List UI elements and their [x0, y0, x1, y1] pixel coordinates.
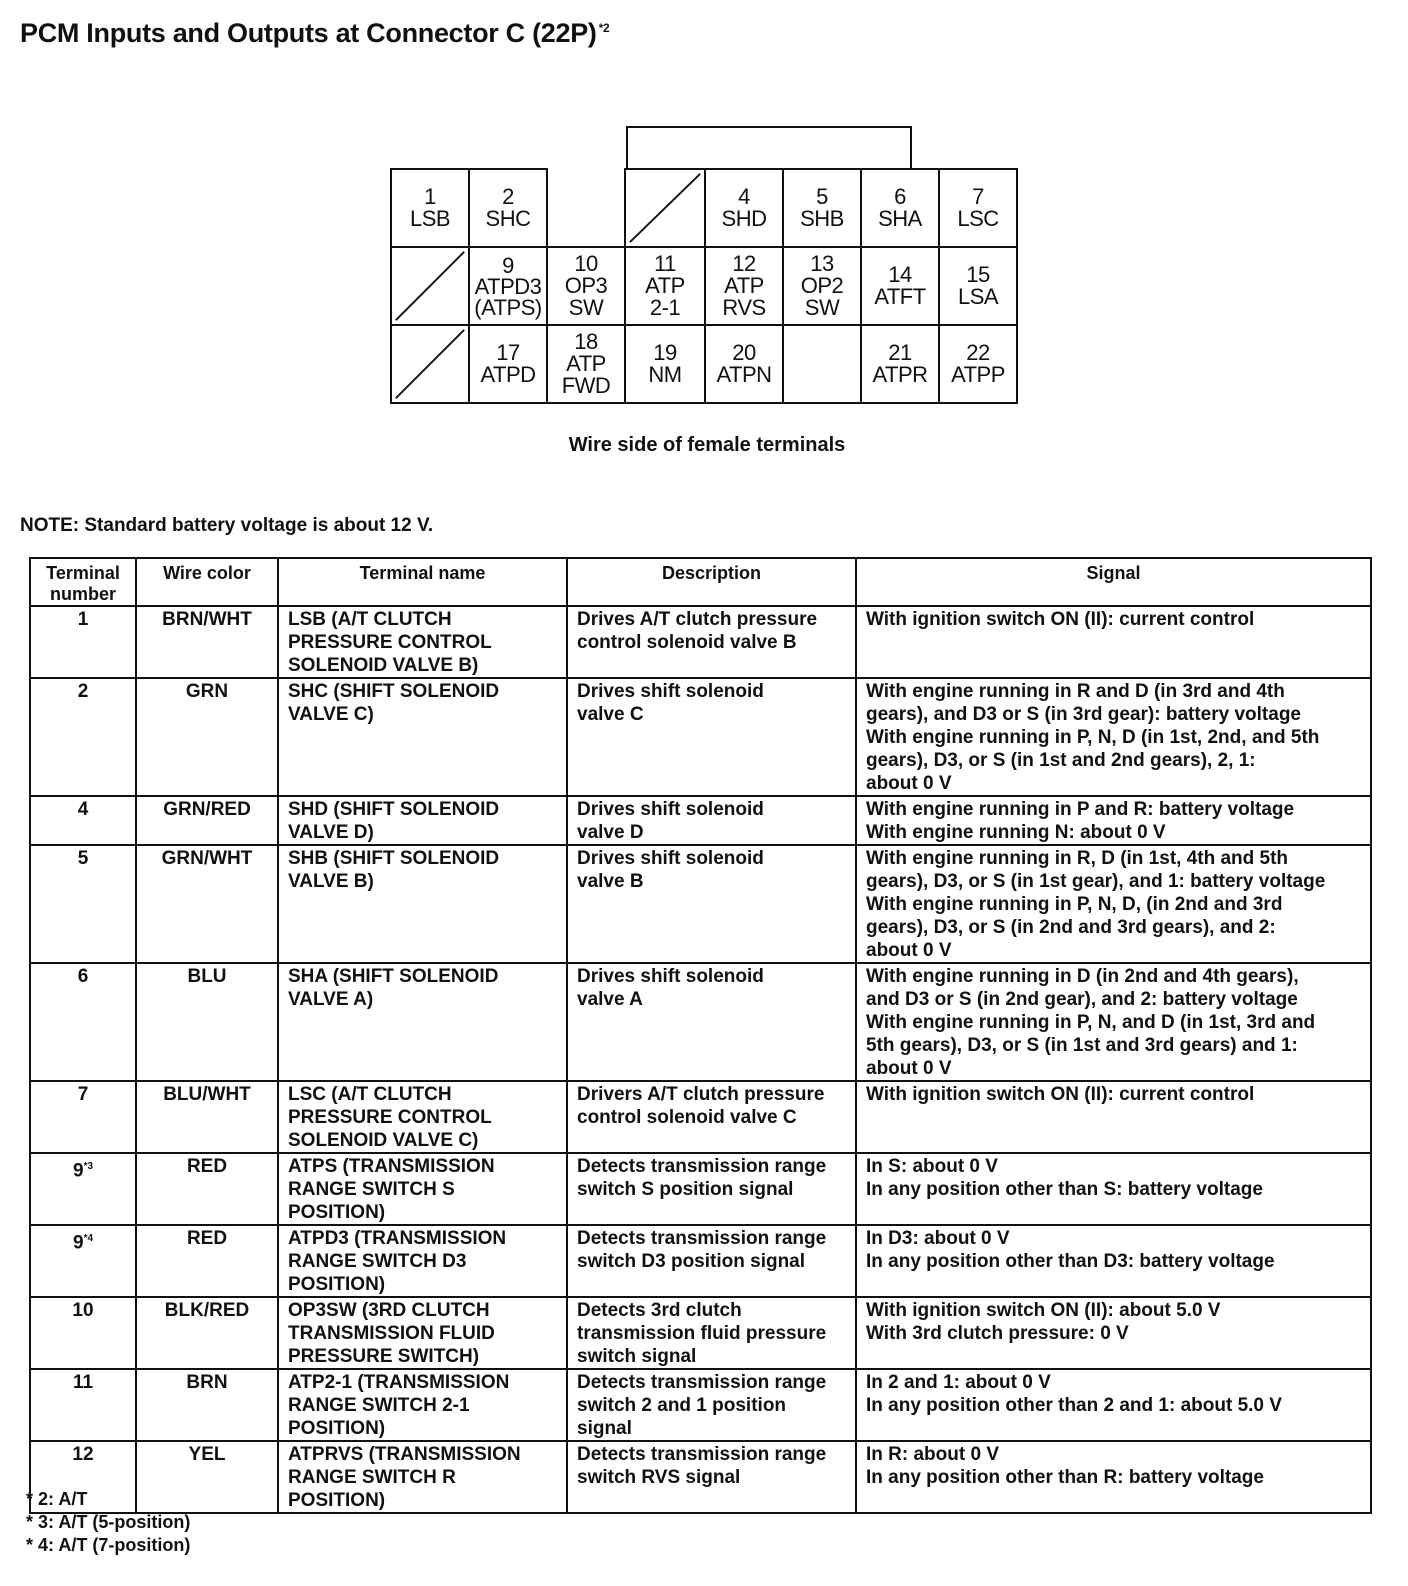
table-row	[30, 1081, 1371, 1153]
cell-signal: In S: about 0 V In any position other than S: battery voltage	[856, 1153, 1371, 1225]
terminal-cell-4: 4 SHD	[704, 168, 784, 248]
cell-description: Detects transmission range switch 2 and 1 position signal	[567, 1369, 856, 1441]
cell-wire-color: GRN/RED	[136, 796, 278, 845]
terminal-number: 4	[77, 799, 89, 820]
col-header-terminal: Terminal number	[30, 558, 136, 606]
col-header-description: Description	[567, 558, 856, 606]
terminal-cell-5: 5 SHB	[782, 168, 862, 248]
terminal-cell-13: 13 OP2 SW	[782, 246, 862, 326]
cell-terminal-number	[30, 1081, 136, 1153]
cell-terminal-name: ATPS (TRANSMISSION RANGE SWITCH S POSITION)	[278, 1153, 567, 1225]
terminal-number: 9	[72, 1232, 84, 1254]
terminal-cell-19: 19 NM	[624, 324, 706, 404]
empty-cavity-3	[624, 168, 706, 248]
cell-description: Detects transmission range switch S position signal	[567, 1153, 856, 1225]
terminal-number: 10	[72, 1300, 94, 1321]
col-header-terminal-name: Terminal name	[278, 558, 567, 606]
cell-description: Drives shift solenoid valve D	[567, 796, 856, 845]
terminal-cell-17: 17 ATPD	[468, 324, 548, 404]
cell-signal: In R: about 0 V In any position other than R: battery voltage	[856, 1441, 1371, 1513]
terminal-cell-14: 14 ATFT	[860, 246, 940, 326]
table-header-row	[30, 558, 1371, 606]
battery-note: NOTE: Standard battery voltage is about 12 V.	[20, 515, 434, 536]
cell-description: Detects transmission range switch RVS signal	[567, 1441, 856, 1513]
terminal-cell-9: 9 ATPD3 (ATPS)	[468, 246, 548, 326]
cell-signal: With engine running in D (in 2nd and 4th gears), and D3 or S (in 2nd gear), and 2: battery voltage With engine running in P, N, and D (in 1st, 3rd and 5th gears), D3, or S (in 1st and 3rd gears) and 1: about 0 V	[856, 963, 1371, 1081]
terminal-cell-7: 7 LSC	[938, 168, 1018, 248]
table-row	[30, 1153, 1371, 1225]
terminal-cell-22: 22 ATPP	[938, 324, 1018, 404]
cell-terminal-name: LSC (A/T CLUTCH PRESSURE CONTROL SOLENOID VALVE C)	[278, 1081, 567, 1153]
table-row	[30, 1441, 1371, 1513]
terminal-number: 11	[72, 1372, 94, 1393]
terminal-cell-11: 11 ATP 2-1	[624, 246, 706, 326]
terminal-number: 6	[77, 966, 89, 987]
terminal-table	[29, 557, 1372, 1514]
terminal-cell-20: 20 ATPN	[704, 324, 784, 404]
table-row	[30, 796, 1371, 845]
cell-signal: In 2 and 1: about 0 V In any position other than 2 and 1: about 5.0 V	[856, 1369, 1371, 1441]
empty-cavity-8	[390, 246, 470, 326]
terminal-cell-12: 12 ATP RVS	[704, 246, 784, 326]
cell-wire-color: GRN	[136, 678, 278, 796]
terminal-number: 12	[72, 1444, 94, 1465]
cell-description: Drives shift solenoid valve B	[567, 845, 856, 963]
cell-terminal-number	[30, 1297, 136, 1369]
cell-signal: With ignition switch ON (II): current control	[856, 1081, 1371, 1153]
terminal-number: 1	[77, 609, 89, 630]
cell-wire-color: BLK/RED	[136, 1297, 278, 1369]
cell-wire-color: RED	[136, 1225, 278, 1297]
footnotes	[26, 1488, 190, 1557]
title-footnote-ref: *2	[598, 21, 610, 35]
terminal-number: 9	[72, 1160, 84, 1182]
cell-terminal-name: ATPRVS (TRANSMISSION RANGE SWITCH R POSITION)	[278, 1441, 567, 1513]
cell-signal: With engine running in R, D (in 1st, 4th and 5th gears), D3, or S (in 1st gear), and 1: battery voltage With engine running in P, N, D, (in 2nd and 3rd gears), D3, or S (in 2nd and 3rd gears), and 2: about 0 V	[856, 845, 1371, 963]
cell-wire-color: YEL	[136, 1441, 278, 1513]
cell-terminal-number	[30, 1369, 136, 1441]
terminal-cell-2: 2 SHC	[468, 168, 548, 248]
page-title: PCM Inputs and Outputs at Connector C (22P) $^{*2}$	[20, 18, 610, 48]
table-row	[30, 606, 1371, 678]
connector-diagram	[0, 0, 1408, 470]
cell-description: Drives shift solenoid valve A	[567, 963, 856, 1081]
terminal-footnote-ref: *3	[83, 1161, 94, 1172]
terminal-number: 7	[77, 1084, 89, 1105]
table-row	[30, 1225, 1371, 1297]
cell-signal: With ignition switch ON (II): about 5.0 V With 3rd clutch pressure: 0 V	[856, 1297, 1371, 1369]
cell-description: Drivers A/T clutch pressure control solenoid valve C	[567, 1081, 856, 1153]
cell-description: Drives shift solenoid valve C	[567, 678, 856, 796]
cell-terminal-name: OP3SW (3RD CLUTCH TRANSMISSION FLUID PRESSURE SWITCH)	[278, 1297, 567, 1369]
cell-wire-color: BRN	[136, 1369, 278, 1441]
cell-wire-color: GRN/WHT	[136, 845, 278, 963]
cell-terminal-name: LSB (A/T CLUTCH PRESSURE CONTROL SOLENOID VALVE B)	[278, 606, 567, 678]
cell-terminal-number	[30, 678, 136, 796]
cell-terminal-name: ATP2-1 (TRANSMISSION RANGE SWITCH 2-1 POSITION)	[278, 1369, 567, 1441]
diagram-caption: Wire side of female terminals	[568, 434, 846, 456]
cell-terminal-name: SHD (SHIFT SOLENOID VALVE D)	[278, 796, 567, 845]
empty-cavity-16	[390, 324, 470, 404]
cell-signal: With engine running in P and R: battery voltage With engine running N: about 0 V	[856, 796, 1371, 845]
cell-terminal-name: SHB (SHIFT SOLENOID VALVE B)	[278, 845, 567, 963]
cell-wire-color: BRN/WHT	[136, 606, 278, 678]
connector-lock-bracket	[626, 126, 912, 168]
table-row	[30, 963, 1371, 1081]
cell-wire-color: BLU	[136, 963, 278, 1081]
cell-terminal-name: SHC (SHIFT SOLENOID VALVE C)	[278, 678, 567, 796]
footnote-4: * 4: A/T (7-position)	[26, 1535, 191, 1555]
cell-wire-color: RED	[136, 1153, 278, 1225]
terminal-number: 2	[77, 681, 89, 702]
cell-description: Detects 3rd clutch transmission fluid pressure switch signal	[567, 1297, 856, 1369]
cell-description: Drives A/T clutch pressure control solenoid valve B	[567, 606, 856, 678]
terminal-cell-6: 6 SHA	[860, 168, 940, 248]
connector-bottom-edge	[782, 402, 862, 404]
footnote-3: * 3: A/T (5-position)	[26, 1512, 191, 1532]
cell-signal: In D3: about 0 V In any position other than D3: battery voltage	[856, 1225, 1371, 1297]
table-row	[30, 678, 1371, 796]
cell-terminal-number	[30, 796, 136, 845]
terminal-cell-10: 10 OP3 SW	[546, 246, 626, 326]
terminal-cell-21: 21 ATPR	[860, 324, 940, 404]
col-header-signal: Signal	[856, 558, 1371, 606]
cell-terminal-number	[30, 845, 136, 963]
cell-terminal-name: SHA (SHIFT SOLENOID VALVE A)	[278, 963, 567, 1081]
table-row	[30, 1369, 1371, 1441]
cell-terminal-number	[30, 1153, 136, 1225]
cell-terminal-number	[30, 606, 136, 678]
cell-wire-color: BLU/WHT	[136, 1081, 278, 1153]
col-header-wire-color: Wire color	[136, 558, 278, 606]
footnote-2: * 2: A/T	[26, 1489, 88, 1509]
table-row	[30, 1297, 1371, 1369]
cell-terminal-number	[30, 1225, 136, 1297]
cell-description: Detects transmission range switch D3 position signal	[567, 1225, 856, 1297]
cell-signal: With ignition switch ON (II): current control	[856, 606, 1371, 678]
terminal-number: 5	[77, 848, 89, 869]
cell-signal: With engine running in R and D (in 3rd and 4th gears), and D3 or S (in 3rd gear): battery voltage With engine running in P, N, D (in 1st, 2nd, and 5th gears), D3, or S (in 1st and 2nd gears), 2, 1: about 0 V	[856, 678, 1371, 796]
table-row	[30, 845, 1371, 963]
terminal-cell-15: 15 LSA	[938, 246, 1018, 326]
terminal-cell-18: 18 ATP FWD	[546, 324, 626, 404]
terminal-footnote-ref: *4	[83, 1233, 94, 1244]
cell-terminal-name: ATPD3 (TRANSMISSION RANGE SWITCH D3 POSITION)	[278, 1225, 567, 1297]
terminal-cell-1: 1 LSB	[390, 168, 470, 248]
cell-terminal-number	[30, 963, 136, 1081]
